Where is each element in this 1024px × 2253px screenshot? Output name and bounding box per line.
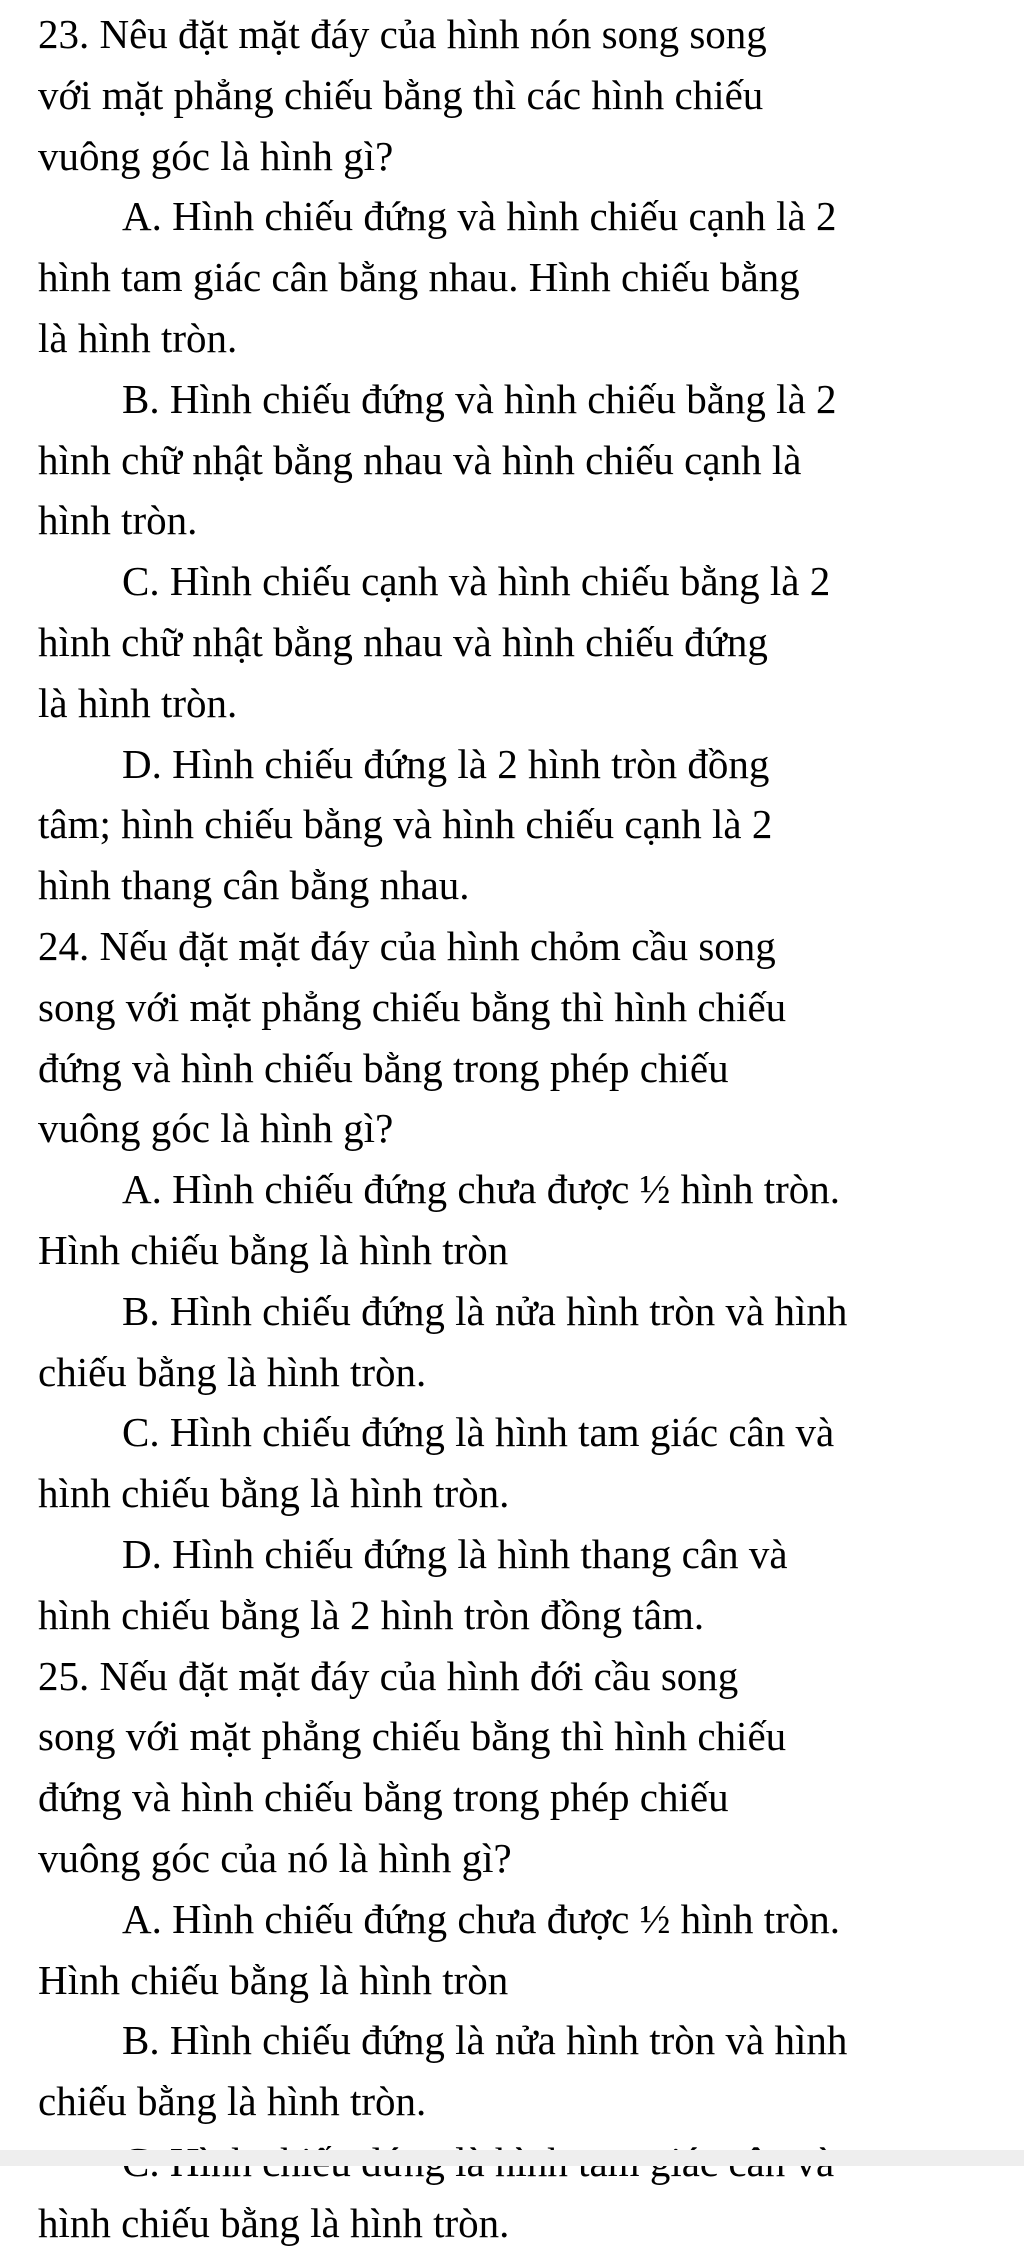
q23-option-a-line-2: hình tam giác cân bằng nhau. Hình chiếu bằng (38, 254, 800, 301)
question-24-line-3: đứng và hình chiếu bằng trong phép chiếu (38, 1044, 729, 1091)
question-23-line-1: 23. Nêu đặt mặt đáy của hình nón song song (38, 11, 767, 57)
q23-option-d-line-2: tâm; hình chiếu bằng và hình chiếu cạnh là 2 (38, 801, 773, 848)
q24-option-c-line-1: C. Hình chiếu đứng là hình tam giác cân và (122, 1409, 835, 1456)
question-25-line-3: đứng và hình chiếu bằng trong phép chiếu (38, 1774, 729, 1821)
q23-option-a-line-1: A. Hình chiếu đứng và hình chiếu cạnh là 2 (122, 193, 837, 240)
q25-option-b-line-2: chiếu bằng là hình tròn. (38, 2078, 427, 2125)
q24-option-d-line-2: hình chiếu bằng là 2 hình tròn đồng tâm. (38, 1591, 705, 1638)
question-24-line-4: vuông góc là hình gì? (38, 1105, 394, 1152)
q23-option-d-line-3: hình thang cân bằng nhau. (38, 862, 470, 909)
question-25-line-2: song với mặt phẳng chiếu bằng thì hình chiếu (38, 1713, 787, 1760)
q23-option-b-line-2: hình chữ nhật bằng nhau và hình chiếu cạnh là (38, 436, 802, 483)
q23-option-b-line-3: hình tròn. (38, 497, 198, 544)
q25-option-c-line-2: hình chiếu bằng là hình tròn. (38, 2199, 510, 2246)
q23-option-b-line-1: B. Hình chiếu đứng và hình chiếu bằng là 2 (122, 375, 837, 422)
q24-option-a-line-2: Hình chiếu bằng là hình tròn (38, 1226, 509, 1273)
q24-option-c-line-2: hình chiếu bằng là hình tròn. (38, 1470, 510, 1517)
q24-option-d-line-1: D. Hình chiếu đứng là hình thang cân và (122, 1530, 788, 1577)
q23-option-c-line-3: là hình tròn. (38, 679, 238, 726)
question-23-line-3: vuông góc là hình gì? (38, 132, 394, 179)
q24-option-b-line-1: B. Hình chiếu đứng là nửa hình tròn và hình (122, 1287, 848, 1334)
bottom-edge (0, 2150, 1024, 2166)
q25-option-a-line-1: A. Hình chiếu đứng chưa được ½ hình tròn. (122, 1895, 841, 1942)
question-24-line-2: song với mặt phẳng chiếu bằng thì hình chiếu (38, 983, 787, 1030)
q24-option-a-line-1: A. Hình chiếu đứng chưa được ½ hình tròn. (122, 1166, 841, 1213)
q23-option-c-line-1: C. Hình chiếu cạnh và hình chiếu bằng là 2 (122, 558, 831, 605)
q23-option-a-line-3: là hình tròn. (38, 314, 238, 361)
q24-option-b-line-2: chiếu bằng là hình tròn. (38, 1348, 427, 1395)
question-25-line-4: vuông góc của nó là hình gì? (38, 1834, 512, 1881)
q25-option-b-line-1: B. Hình chiếu đứng là nửa hình tròn và hình (122, 2017, 848, 2064)
q23-option-d-line-1: D. Hình chiếu đứng là 2 hình tròn đồng (122, 740, 770, 787)
q23-option-c-line-2: hình chữ nhật bằng nhau và hình chiếu đứng (38, 618, 768, 665)
question-24-line-1: 24. Nếu đặt mặt đáy của hình chỏm cầu song (38, 922, 776, 969)
question-23-line-2: với mặt phẳng chiếu bằng thì các hình chiếu (38, 71, 764, 118)
q25-option-a-line-2: Hình chiếu bằng là hình tròn (38, 1956, 509, 2003)
question-25-line-1: 25. Nếu đặt mặt đáy của hình đới cầu song (38, 1652, 739, 1699)
